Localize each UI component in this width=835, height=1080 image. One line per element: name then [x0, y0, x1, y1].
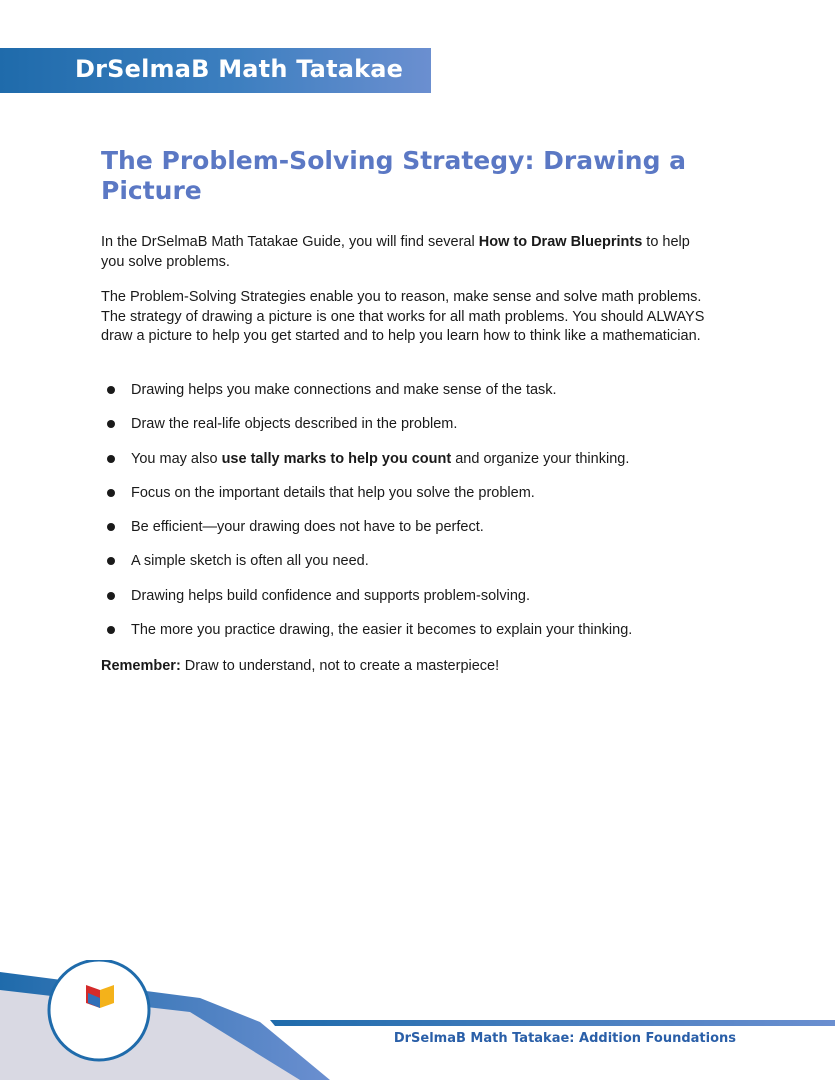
list-item [101, 483, 721, 517]
bullet-icon [107, 626, 115, 634]
bullet-text: The more you practice drawing, the easier it becomes to explain your thinking. [131, 622, 633, 639]
page-title: The Problem-Solving Strategy: Drawing a Picture [101, 146, 687, 205]
bullet-text: Be efficient—your drawing does not have to be perfect. [131, 519, 484, 536]
header-title: DrSelmaB Math Tatakae [75, 55, 404, 83]
list-item [101, 414, 721, 448]
bullet-icon [107, 592, 115, 600]
bullet-icon [107, 420, 115, 428]
intro-paragraph [101, 233, 711, 272]
list-item [101, 586, 721, 620]
list-item [101, 620, 721, 654]
bullet-bold-text: use tally marks to help you count [221, 450, 452, 467]
bullet-text-after: and organize your thinking. [451, 450, 630, 467]
bullet-text: Drawing helps you make connections and make sense of the task. [131, 382, 557, 398]
footer-title: DrSelmaB Math Tatakae: Addition Foundations [393, 1031, 736, 1046]
list-item [101, 551, 721, 585]
remember-text: Draw to understand, not to create a masterpiece! [180, 658, 500, 674]
bullet-icon [107, 523, 115, 531]
strategy-paragraph: The Problem-Solving Strategies enable you to reason, make sense and solve math problems. The strategy of drawing a picture is one that works for all math problems. You should ALWAYS draw a picture to help you get started and to help you learn how to think like a mathematician. [101, 289, 705, 344]
bullet-list [101, 380, 721, 654]
footer-decoration [0, 960, 835, 1080]
bullet-text: Focus on the important details that help you solve the problem. [131, 484, 535, 501]
remember-note [101, 656, 499, 676]
remember-label: Remember: [101, 658, 181, 674]
bullet-icon [107, 557, 115, 565]
footer-line [270, 1020, 835, 1026]
bullet-text: A simple sketch is often all you need. [131, 553, 369, 570]
intro-bold-text: How to Draw Blueprints [478, 234, 643, 250]
bullet-icon [107, 455, 115, 463]
footer-logo-circle [49, 960, 149, 1060]
bullet-text-before: You may also [131, 450, 222, 467]
bullet-text [131, 449, 629, 469]
list-item [101, 449, 721, 483]
bullet-icon [107, 386, 115, 394]
bullet-icon [107, 489, 115, 497]
bullet-text: Draw the real-life objects described in the problem. [131, 416, 458, 433]
intro-text-after: to help you solve problems. [101, 234, 690, 270]
list-item [101, 380, 721, 414]
list-item [101, 517, 721, 551]
bullet-text: Drawing helps build confidence and supports problem-solving. [131, 587, 530, 604]
intro-text-before: In the DrSelmaB Math Tatakae Guide, you will find several [101, 234, 479, 250]
